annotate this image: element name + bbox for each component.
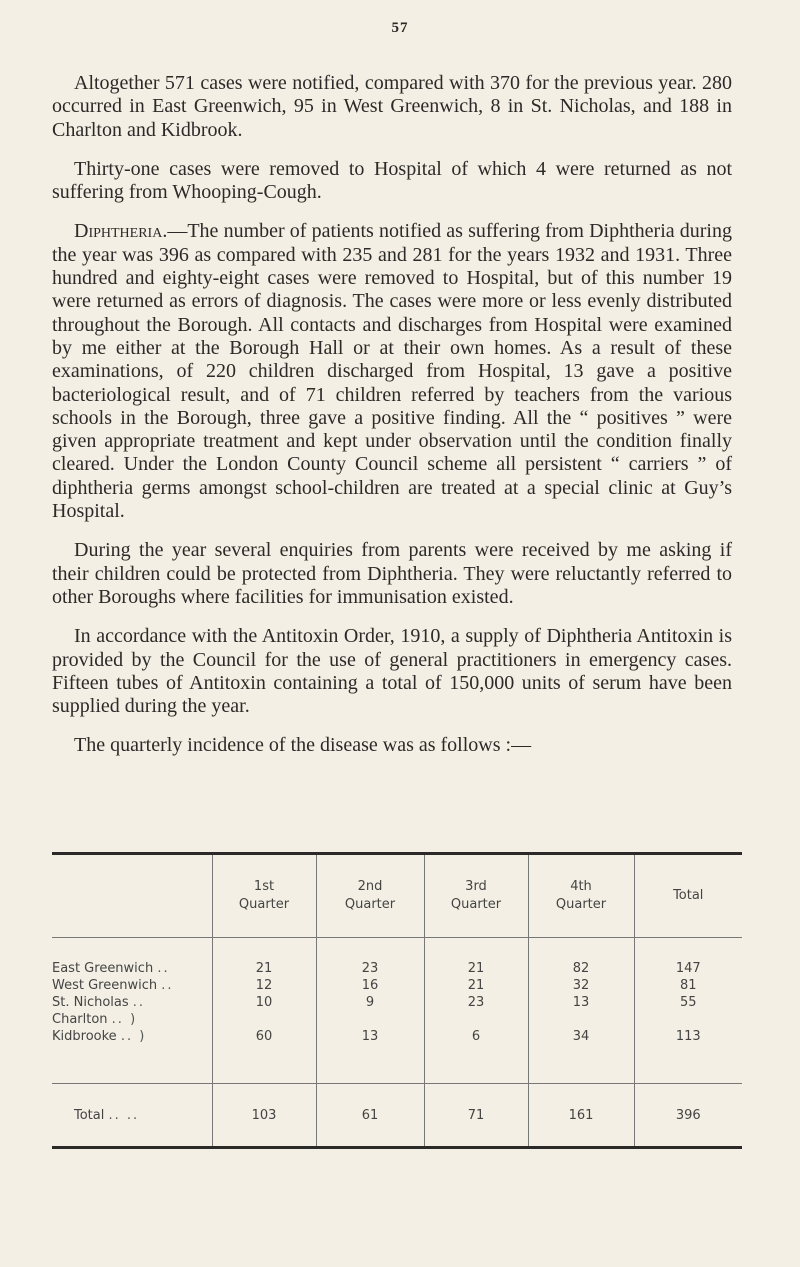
header-stub [52,855,212,938]
table-row: Charlton .. ) [52,1011,742,1028]
table-row: Kidbrooke .. ) 60 13 6 34 113 [52,1028,742,1045]
diphtheria-body: —The number of patients notified as suffering from Diphtheria during the year was 396 as compared with 235 and 281 for the years 1932 and 1931. Three hundred and eighty-eight cases were removed to Hospital, but of this number 19 were returned as errors of diagnosis. The cases were more or less evenly distributed throughout the Borough. All contacts and discharges from Hospital were examined by me either at the Borough Hall or at their own homes. As a result of these examinations, of 220 children discharged from Hospital, 13 gave a positive bacteriological result, and of 71 children referred by teachers from the various schools in the Borough, three gave a positive finding. All the “ positives ” were given appropriate treatment and kept under observation until the condition finally cleared. Under the London County Council scheme all persistent “ carriers ” of diphtheria germs amongst school-children are treated at a special clinic at Guy’s Hospital. [52,220,732,523]
paragraph-whooping-cough-cases: Altogether 571 cases were notified, compared with 370 for the previous year. 280 occurred in East Greenwich, 95 in West Greenwich, 8 in St. Nicholas, and 188 in Charlton and Kidbrook. [52,72,732,141]
table-row: West Greenwich .. 12 16 21 32 81 [52,977,742,994]
header-q3: 3rd Quarter [424,855,528,938]
quarterly-incidence-table [52,852,742,1149]
header-q4: 4th Quarter [528,855,634,938]
table-row: East Greenwich .. 21 23 21 82 147 [52,960,742,977]
paragraph-hospital-removals: Thirty-one cases were removed to Hospital of which 4 were returned as not suffering from Whooping-Cough. [52,157,732,204]
paragraph-enquiries: During the year several enquiries from parents were received by me asking if their children could be protected from Diphtheria. They were reluctantly referred to other Boroughs where facilities for immunisation existed. [52,539,732,608]
header-q1: 1st Quarter [212,855,316,938]
diphtheria-heading: Diphtheria. [74,220,168,243]
table-row: St. Nicholas .. 10 9 23 13 55 [52,994,742,1011]
header-total: Total [634,855,742,938]
table-caption: The quarterly incidence of the disease was as follows :— [74,734,532,757]
paragraph-antitoxin: In accordance with the Antitoxin Order, 1910, a supply of Diphtheria Antitoxin is provided by the Council for the use of general practitioners in emergency cases. Fifteen tubes of Antitoxin containing a total of 150,000 units of serum have been supplied during the year. [52,625,732,718]
page-number: 57 [391,20,409,36]
paragraph-diphtheria [52,220,732,523]
body-text [52,72,732,774]
table-total-row: Total .. .. 103 61 71 161 396 [52,1084,742,1148]
header-q2: 2nd Quarter [316,855,424,938]
